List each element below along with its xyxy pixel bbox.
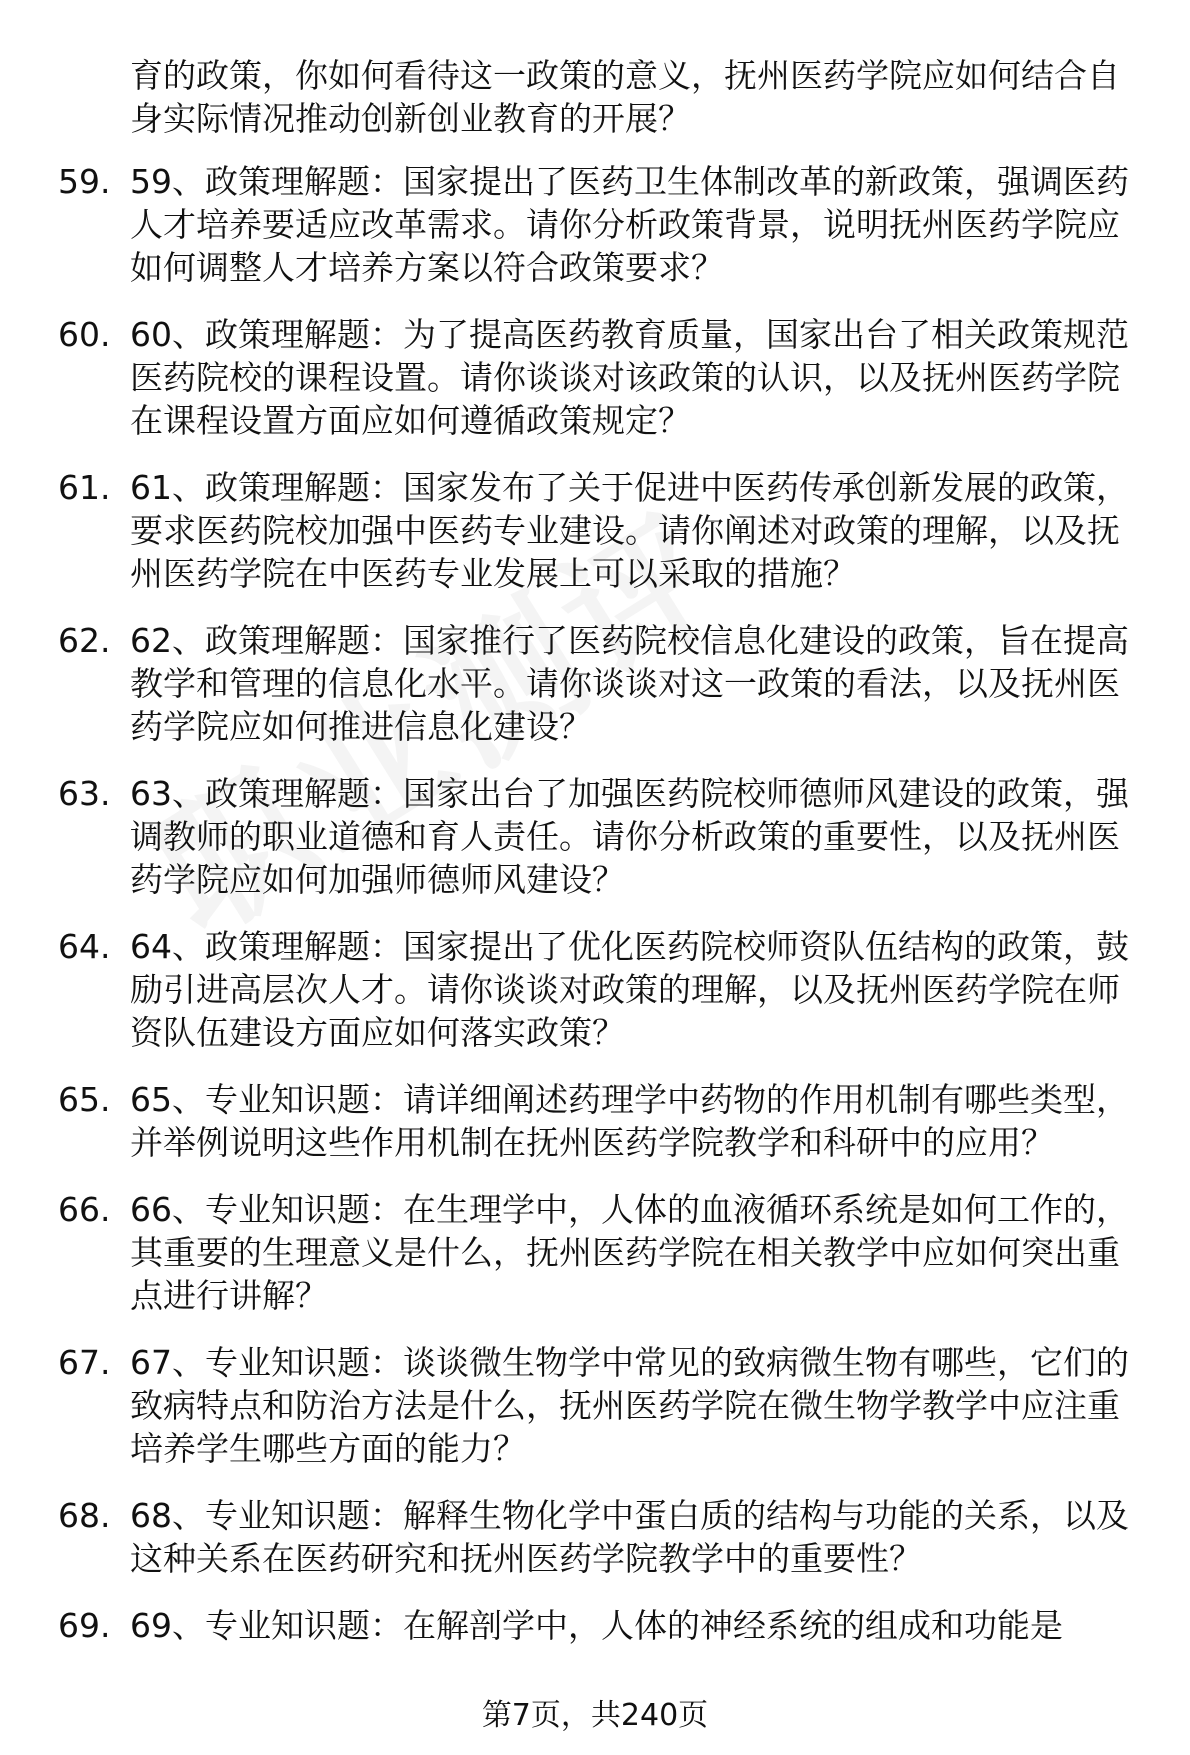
question-item-67 — [0, 1341, 1190, 1470]
continued-question-text: 育的政策，你如何看待这一政策的意义，抚州医药学院应如何结合自身实际情况推动创新创业教育的开展？ — [130, 56, 1120, 138]
question-list — [0, 160, 1190, 1671]
question-number: 62. — [58, 621, 111, 660]
question-text: 63、政策理解题：国家出台了加强医药院校师德师风建设的政策，强调教师的职业道德和育人责任。请你分析政策的重要性，以及抚州医药学院应如何加强师德师风建设？ — [130, 774, 1129, 899]
question-text: 69、专业知识题：在解剖学中，人体的神经系统的组成和功能是 — [130, 1606, 1063, 1645]
question-text: 68、专业知识题：解释生物化学中蛋白质的结构与功能的关系，以及这种关系在医药研究和抚州医药学院教学中的重要性？ — [130, 1496, 1129, 1578]
question-number: 68. — [58, 1496, 111, 1535]
question-number: 69. — [58, 1606, 111, 1645]
question-number: 67. — [58, 1343, 111, 1382]
question-text: 65、专业知识题：请详细阐述药理学中药物的作用机制有哪些类型，并举例说明这些作用机制在抚州医药学院教学和科研中的应用？ — [130, 1080, 1129, 1162]
question-text: 61、政策理解题：国家发布了关于促进中医药传承创新发展的政策，要求医药院校加强中医药专业建设。请你阐述对政策的理解，以及抚州医药学院在中医药专业发展上可以采取的措施？ — [130, 468, 1129, 593]
question-item-69 — [0, 1604, 1190, 1647]
question-item-65 — [0, 1078, 1190, 1164]
question-number: 66. — [58, 1190, 111, 1229]
question-text: 62、政策理解题：国家推行了医药院校信息化建设的政策，旨在提高教学和管理的信息化水平。请你谈谈对这一政策的看法，以及抚州医药学院应如何推进信息化建设？ — [130, 621, 1129, 746]
question-number: 63. — [58, 774, 111, 813]
question-text: 67、专业知识题：谈谈微生物学中常见的致病微生物有哪些，它们的致病特点和防治方法是什么，抚州医药学院在微生物学教学中应注重培养学生哪些方面的能力？ — [130, 1343, 1129, 1468]
question-text: 59、政策理解题：国家提出了医药卫生体制改革的新政策，强调医药人才培养要适应改革需求。请你分析政策背景，说明抚州医药学院应如何调整人才培养方案以符合政策要求？ — [130, 162, 1129, 287]
question-item-61 — [0, 466, 1190, 595]
question-item-63 — [0, 772, 1190, 901]
question-number: 60. — [58, 315, 111, 354]
question-item-66 — [0, 1188, 1190, 1317]
question-number: 59. — [58, 162, 111, 201]
question-item-59 — [0, 160, 1190, 289]
question-item-62 — [0, 619, 1190, 748]
question-number: 61. — [58, 468, 111, 507]
question-number: 64. — [58, 927, 111, 966]
question-item-68 — [0, 1494, 1190, 1580]
question-number: 65. — [58, 1080, 111, 1119]
question-item-64 — [0, 925, 1190, 1054]
page-footer: 第7页，共240页 — [481, 1698, 709, 1733]
question-text: 66、专业知识题：在生理学中，人体的血液循环系统是如何工作的，其重要的生理意义是什么，抚州医药学院在相关教学中应如何突出重点进行讲解？ — [130, 1190, 1129, 1315]
question-item-60 — [0, 313, 1190, 442]
question-text: 64、政策理解题：国家提出了优化医药院校师资队伍结构的政策，鼓励引进高层次人才。请你谈谈对政策的理解，以及抚州医药学院在师资队伍建设方面应如何落实政策？ — [130, 927, 1129, 1052]
question-text: 60、政策理解题：为了提高医药教育质量，国家出台了相关政策规范医药院校的课程设置。请你谈谈对该政策的认识，以及抚州医药学院在课程设置方面应如何遵循政策规定？ — [130, 315, 1129, 440]
